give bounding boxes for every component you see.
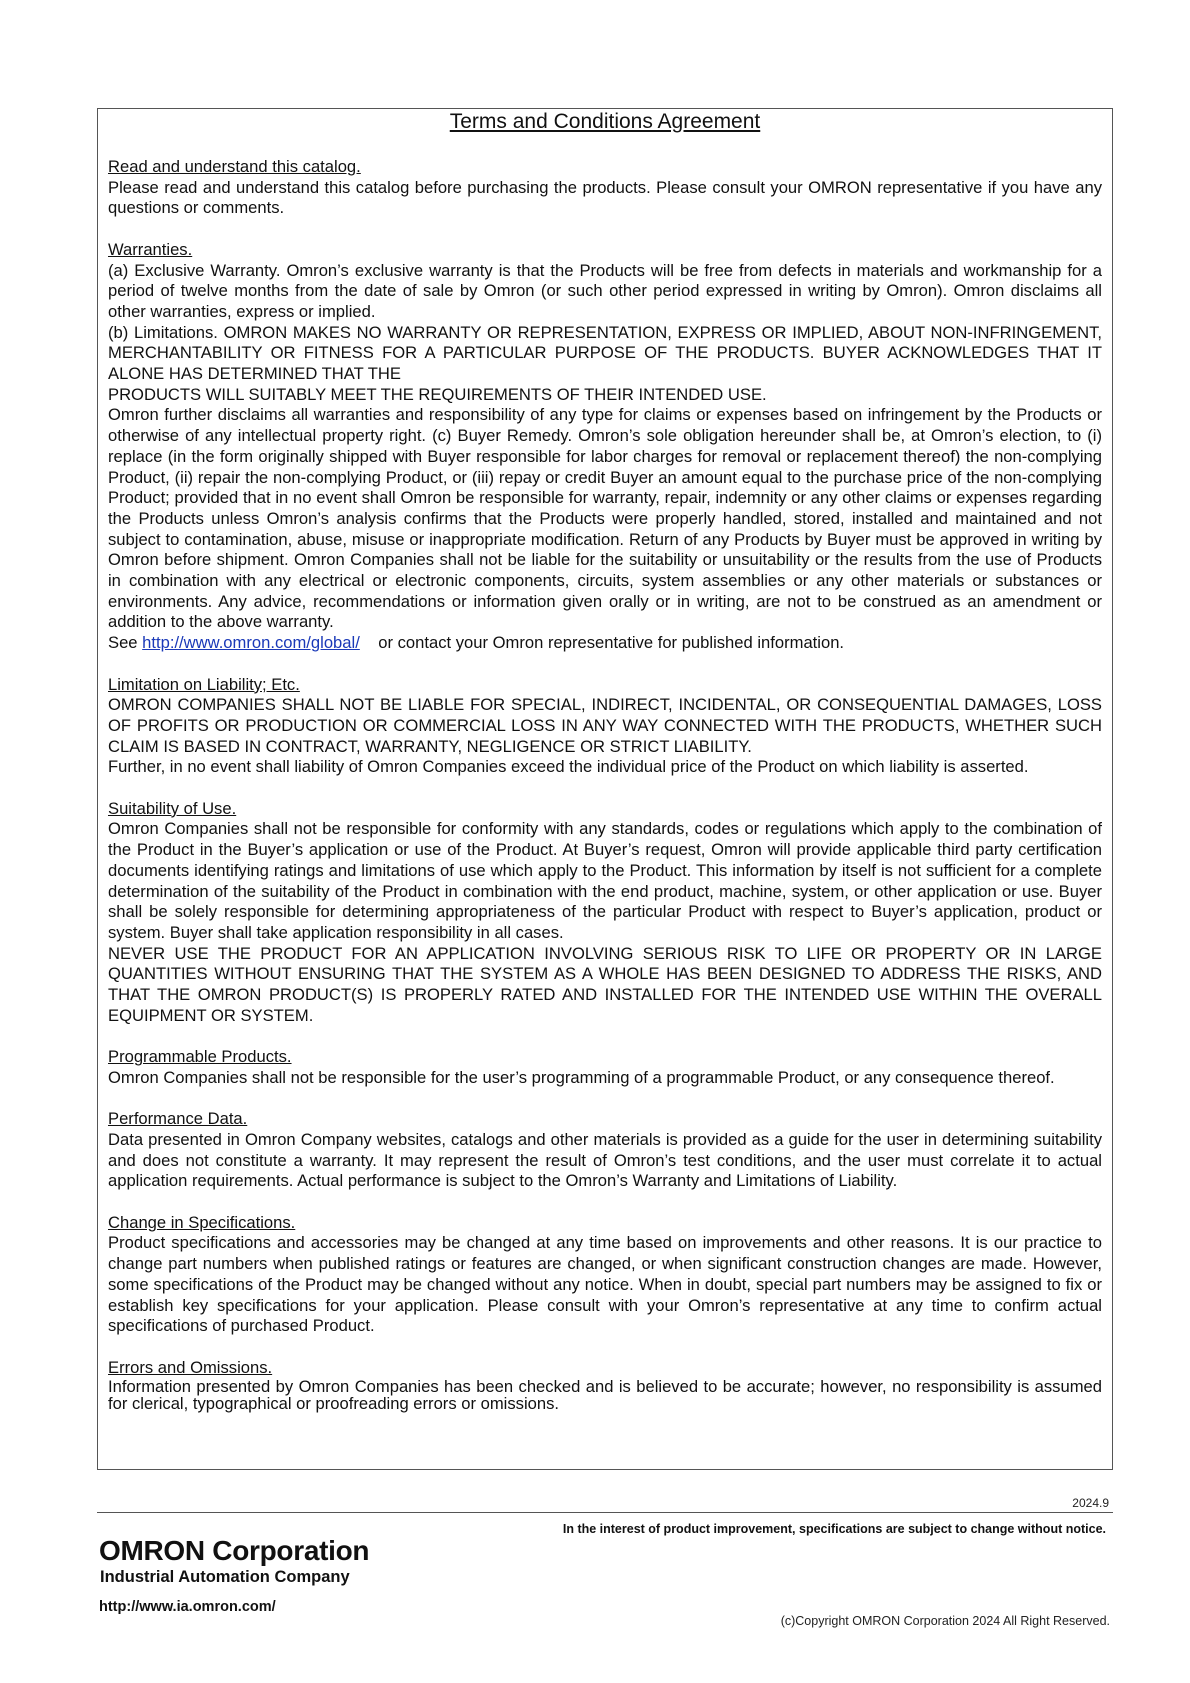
paragraph: Omron Companies shall not be responsible for conformity with any standards, codes or regulations which apply to the combination of the Product in the Buyer’s application or use of the Product. At Buyer’s request, Omron will provide applicable third party certification documents identifying ratings and limitations of use which apply to the Product. This information by itself is not sufficient for a complete determination of the suitability of the Product in combination with the end product, machine, system, or other application or use. Buyer shall be solely responsible for determining appropriateness of the particular Product with respect to Buyer’s application, product or system. Buyer shall take application responsibility in all cases.: [108, 819, 1102, 942]
section-change: [108, 1213, 1102, 1337]
section-heading: Errors and Omissions.: [108, 1357, 273, 1377]
paragraph: OMRON COMPANIES SHALL NOT BE LIABLE FOR SPECIAL, INDIRECT, INCIDENTAL, OR CONSEQUENTIAL DAMAGES, LOSS OF PROFITS OR PRODUCTION OR COMMERCIAL LOSS IN ANY WAY CONNECTED WITH THE PRODUCTS, WHETHER SUCH CLAIM IS BASED IN CONTRACT, WARRANTY, NEGLIGENCE OR STRICT LIABILITY.: [108, 695, 1102, 756]
paragraph: PRODUCTS WILL SUITABLY MEET THE REQUIREMENTS OF THEIR INTENDED USE.: [108, 384, 767, 404]
section-heading: Performance Data.: [108, 1109, 248, 1129]
section-body: Product specifications and accessories may be changed at any time based on improvements and other reasons. It is our practice to change part numbers when published ratings or features are changed, or when significant construction changes are made. However, some specifications of the Product may be changed without any notice. When in doubt, special part numbers may be assigned to fix or establish key specifications for your application. Please consult with your Omron’s representative at any time to confirm actual specifications of purchased Product.: [108, 1233, 1102, 1336]
section-heading: Warranties.: [108, 239, 193, 259]
revision-date: 2024.9: [1072, 1496, 1109, 1510]
change-notice: In the interest of product improvement, specifications are subject to change without notice.: [562, 1522, 1106, 1536]
paragraph: (a) Exclusive Warranty. Omron’s exclusive warranty is that the Products will be free from defects in materials and workmanship for a period of twelve months from the date of sale by Omron (or such other period expressed in writing by Omron). Omron disclaims all other warranties, express or implied.: [108, 260, 1102, 321]
company-url[interactable]: http://www.ia.omron.com/: [99, 1599, 276, 1615]
company-name: Industrial Automation Company: [100, 1568, 350, 1586]
section-heading: Read and understand this catalog.: [108, 157, 361, 176]
section-warranties: [108, 240, 1102, 654]
section-heading: Suitability of Use.: [108, 798, 237, 818]
section-read: [108, 157, 1102, 219]
section-body: Data presented in Omron Company websites, catalogs and other materials is provided as a guide for the user in determining suitability and does not constitute a warranty. It may represent the result of Omron’s test conditions, and the user must correlate it to actual application requirements. Actual performance is subject to the Omron’s Warranty and Limitations of Liability.: [108, 1129, 1102, 1191]
omron-global-link[interactable]: http://www.omron.com/global/: [142, 633, 360, 653]
paragraph: NEVER USE THE PRODUCT FOR AN APPLICATION INVOLVING SERIOUS RISK TO LIFE OR PROPERTY OR IN LARGE QUANTITIES WITHOUT ENSURING THAT THE SYSTEM AS A WHOLE HAS BEEN DESIGNED TO ADDRESS THE RISKS, AND THAT THE OMRON PRODUCT(S) IS PROPERLY RATED AND INSTALLED FOR THE INTENDED USE WITHIN THE OVERALL EQUIPMENT OR SYSTEM.: [108, 943, 1102, 1025]
terms-content: [108, 157, 1102, 1412]
section-heading: Change in Specifications.: [108, 1212, 296, 1232]
page-title: Terms and Conditions Agreement: [449, 110, 761, 133]
paragraph: (b) Limitations. OMRON MAKES NO WARRANTY OR REPRESENTATION, EXPRESS OR IMPLIED, ABOUT NON-INFRINGEMENT, MERCHANTABILITY OR FITNESS FOR A PARTICULAR PURPOSE OF THE PRODUCTS. BUYER ACKNOWLEDGES THAT IT ALONE HAS DETERMINED THAT THE: [108, 322, 1102, 384]
paragraph: Further, in no event shall liability of Omron Companies exceed the individual price of the Product on which liability is asserted.: [108, 757, 1029, 777]
section-body: Omron Companies shall not be responsible for the user’s programming of a programmable Product, or any consequence thereof.: [108, 1067, 1055, 1087]
section-programmable: [108, 1047, 1102, 1088]
section-liability: [108, 675, 1102, 779]
section-heading: Programmable Products.: [108, 1047, 292, 1067]
paragraph: Omron further disclaims all warranties and responsibility of any type for claims or expenses based on infringement by the Products or otherwise of any intellectual property right. (c) Buyer Remedy. Omron’s sole obligation hereunder shall be, at Omron’s election, to (i) replace (in the form originally shipped with Buyer responsible for labor charges for removal or replacement thereof) the non-complying Product, (ii) repair the non-complying Product, or (iii) repay or credit Buyer an amount equal to the purchase price of the non-complying Product; provided that in no event shall Omron be responsible for warranty, repair, indemnity or any other claims or expenses regarding the Products unless Omron’s analysis confirms that the Products were properly handled, stored, installed and maintained and not subject to contamination, abuse, misuse or inappropriate modification. Return of any Products by Buyer must be approved in writing by Omron before shipment. Omron Companies shall not be liable for the suitability or unsuitability or the results from the use of Products in combination with any electrical or electronic components, circuits, system assemblies or any other materials or substances or environments. Any advice, recommendations or information given orally or in writing, are not to be construed as an amendment or addition to the above warranty.: [108, 405, 1102, 632]
see-line: [108, 633, 1102, 654]
section-errors: [108, 1358, 1102, 1413]
section-body: Information presented by Omron Companies has been checked and is believed to be accurate; however, no responsibility is assumed for clerical, typographical or proofreading errors or omissions.: [108, 1377, 1102, 1414]
section-heading: Limitation on Liability; Etc.: [108, 674, 300, 694]
see-prefix: See: [108, 633, 138, 653]
copyright: (c)Copyright OMRON Corporation 2024 All Right Reserved.: [780, 1614, 1110, 1628]
see-suffix: or contact your Omron representative for published information.: [378, 633, 845, 653]
footer-divider: [97, 1512, 1113, 1513]
section-body: Please read and understand this catalog before purchasing the products. Please consult your OMRON representative if you have any questions or comments.: [108, 177, 1102, 218]
section-performance: [108, 1109, 1102, 1192]
corporation-name: OMRON Corporation: [99, 1535, 370, 1566]
terms-box: [97, 108, 1113, 1470]
section-suitability: [108, 799, 1102, 1027]
